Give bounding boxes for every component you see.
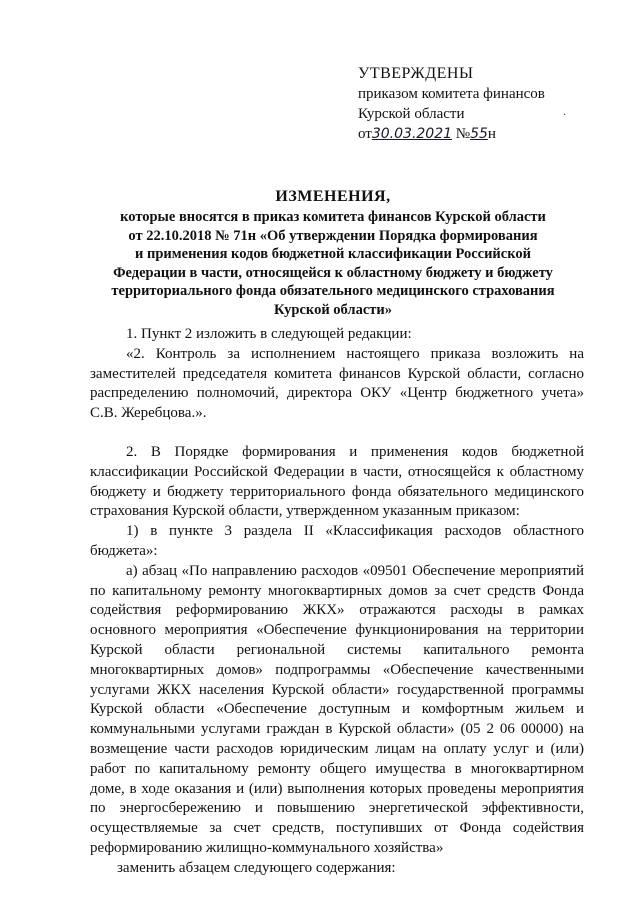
title-line-4: Федерации в части, относящейся к областному бюджету и бюджету (113, 264, 553, 281)
approval-date-line (358, 124, 598, 144)
title-line-5: территориального фонда обязательного медицинского страхования (111, 283, 555, 300)
title-line-1: которые вносятся в приказ комитета финансов Курской области (120, 209, 546, 225)
handwritten-date: 30.03.2021 (371, 126, 453, 142)
item-1-intro: 1. Пункт 2 изложить в следующей редакции: (126, 326, 412, 342)
approval-line-2: Курской области (358, 106, 465, 122)
title-line-2: от 22.10.2018 № 71н «Об утверждении Порядка формирования (128, 227, 538, 244)
replace-text: заменить абзацем следующего содержания: (117, 859, 396, 876)
document-title (82, 186, 584, 320)
subitem-1-text: 1) в пункте 3 раздела II «Классификация расходов областного бюджета»: (90, 523, 584, 559)
document-body (90, 325, 584, 879)
item-2-text: 2. В Порядке формирования и применения кодов бюджетной классификации Российской Федерации в части, относящейся к областному бюджету и бюджету территориального фонда обязательного медицинского страхования Курской области, утвержденном указанным приказом: (90, 443, 584, 520)
title-line-6: Курской области» (274, 301, 392, 318)
paragraph-gap (90, 424, 584, 443)
number-prefix: № (455, 126, 471, 142)
item-1-text: «2. Контроль за исполнением настоящего приказа возложить на заместителей председателя комитета финансов Курской области, согласно распределению полномочий, директора ОКУ «Центр бюджетного учета» С.В. Жеребцова.». (90, 345, 584, 422)
dot-mark: · (563, 110, 567, 121)
approval-stamp (358, 64, 598, 144)
approval-heading: УТВЕРЖДЕНЫ (358, 65, 474, 82)
number-suffix: н (487, 126, 496, 142)
approval-line-1: приказом комитета финансов (358, 86, 545, 102)
title-heading: ИЗМЕНЕНИЯ, (275, 188, 391, 205)
subitem-a-text: а) абзац «По направлению расходов «09501 Обеспечение мероприятий по капитальному ремонту многоквартирных домов за счет средств Фонда содействия реформированию ЖКХ» отражаются расходы в рамках основного мероприятия «Обеспечение функционирования на территории Курской области региональной системы капитального ремонта многоквартирных домов» подпрограммы «Обеспечение качественными услугами ЖКХ населения Курской области» государственной программы Курской области «Обеспечение доступным и комфортным жильем и коммунальными услугами граждан в Курской области» (05 2 06 00000) на возмещение части расходов юридическим лицам на оплату услуг и (или) работ по капитальному ремонту общего имущества в многоквартирном доме, в ходе оказания и (или) выполнения которых проведены мероприятия по энергосбережению и повышению энергетической эффективности, осуществляемые за счет средств, поступивших от Фонда содействия реформированию жилищно-коммунального хозяйства» (90, 562, 584, 856)
title-line-3: и применения кодов бюджетной классификации Российской (135, 246, 531, 263)
date-prefix: от (358, 126, 372, 142)
handwritten-number: 55 (470, 126, 488, 142)
